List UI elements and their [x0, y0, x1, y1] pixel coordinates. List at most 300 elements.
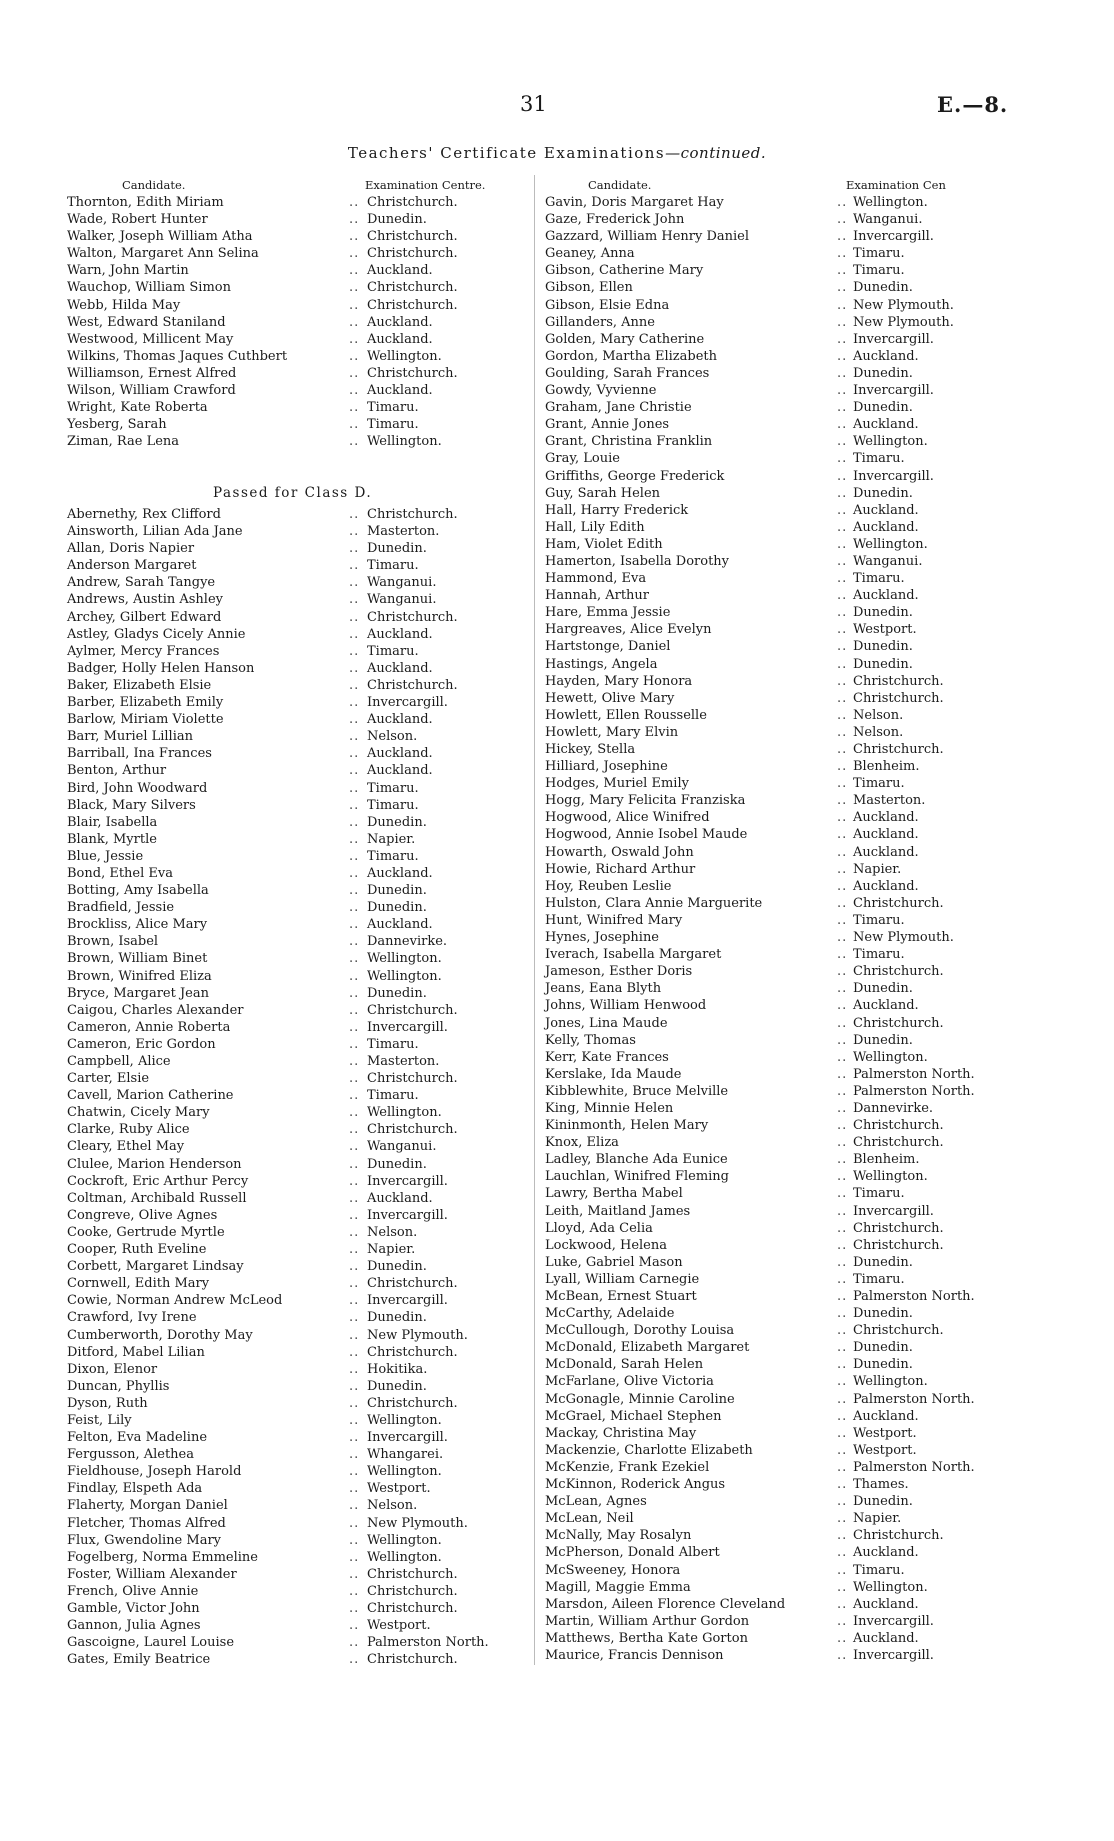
column-divider	[534, 175, 535, 1665]
list-item	[67, 1087, 527, 1104]
examination-centre: Auckland.	[853, 810, 919, 826]
leader-dots: ..	[837, 1459, 848, 1475]
list-item	[545, 1220, 1085, 1237]
list-item	[545, 228, 1085, 245]
candidate-name: Hoy, Reuben Leslie	[545, 878, 672, 894]
leader-dots: ..	[837, 1220, 848, 1236]
examination-centre: Wellington.	[853, 536, 928, 552]
candidate-name: Hayden, Mary Honora	[545, 673, 693, 689]
leader-dots: ..	[349, 1635, 360, 1651]
list-item	[67, 331, 527, 348]
examination-centre: Wellington.	[367, 1105, 442, 1121]
list-item	[67, 933, 527, 950]
candidate-name: Hodges, Muriel Emily	[545, 776, 689, 792]
list-item	[545, 450, 1085, 467]
list-item	[67, 797, 527, 814]
examination-centre: Wellington.	[367, 1532, 442, 1548]
candidate-name: Fletcher, Thomas Alfred	[67, 1515, 226, 1531]
examination-centre: Christchurch.	[853, 1237, 944, 1253]
list-item	[545, 638, 1085, 655]
leader-dots: ..	[349, 934, 360, 950]
examination-centre: Christchurch.	[367, 609, 458, 625]
leader-dots: ..	[837, 690, 848, 706]
leader-dots: ..	[837, 895, 848, 911]
list-item	[545, 1288, 1085, 1305]
list-item	[67, 1292, 527, 1309]
list-item	[67, 211, 527, 228]
leader-dots: ..	[349, 1412, 360, 1428]
candidate-name: Cleary, Ethel May	[67, 1139, 185, 1155]
leader-dots: ..	[837, 263, 848, 279]
examination-centre: Westport.	[367, 1618, 431, 1634]
candidate-name: Hamerton, Isabella Dorothy	[545, 553, 730, 569]
list-item	[67, 1378, 527, 1395]
examination-centre: Wanganui.	[367, 592, 437, 608]
candidate-name: Flux, Gwendoline Mary	[67, 1532, 222, 1548]
candidate-name: Congreve, Olive Agnes	[67, 1207, 218, 1223]
candidate-name: Blank, Myrtle	[67, 831, 157, 847]
list-item	[545, 314, 1085, 331]
list-item	[545, 861, 1085, 878]
candidate-name: Brown, Isabel	[67, 934, 159, 950]
leader-dots: ..	[349, 1088, 360, 1104]
candidate-name: Barr, Muriel Lillian	[67, 729, 193, 745]
candidate-name: Walton, Margaret Ann Selina	[67, 246, 259, 262]
examination-centre: Timaru.	[367, 417, 419, 433]
leader-dots: ..	[837, 417, 848, 433]
leader-dots: ..	[837, 947, 848, 963]
list-item	[545, 502, 1085, 519]
leader-dots: ..	[837, 1169, 848, 1185]
list-item	[545, 536, 1085, 553]
list-item	[67, 297, 527, 314]
list-item	[67, 814, 527, 831]
leader-dots: ..	[837, 365, 848, 381]
examination-centre: Dannevirke.	[367, 934, 448, 950]
examination-centre: Palmerston North.	[853, 1459, 975, 1475]
candidate-name: Wilson, William Crawford	[67, 383, 236, 399]
examination-centre: Christchurch.	[367, 297, 458, 313]
class-d-subheading: Passed for Class D.	[213, 485, 373, 501]
examination-centre: Wellington.	[367, 1549, 442, 1565]
examination-centre: Timaru.	[853, 1271, 905, 1287]
examination-centre: Christchurch.	[367, 1652, 458, 1668]
examination-centre: Timaru.	[367, 848, 419, 864]
leader-dots: ..	[349, 900, 360, 916]
list-item	[545, 1203, 1085, 1220]
leader-dots: ..	[837, 588, 848, 604]
candidate-name: Crawford, Ivy Irene	[67, 1310, 197, 1326]
examination-centre: Christchurch.	[853, 1118, 944, 1134]
candidate-name: Thornton, Edith Miriam	[67, 195, 224, 210]
examination-centre: Auckland.	[853, 588, 919, 604]
list-item	[545, 741, 1085, 758]
leader-dots: ..	[837, 1237, 848, 1253]
candidate-name: Howie, Richard Arthur	[545, 861, 696, 877]
leader-dots: ..	[837, 1152, 848, 1168]
candidate-name: McGrael, Michael Stephen	[545, 1408, 722, 1424]
examination-centre: Napier.	[367, 831, 416, 847]
candidate-name: Gascoigne, Laurel Louise	[67, 1635, 235, 1651]
leader-dots: ..	[349, 1430, 360, 1446]
candidate-name: Mackay, Christina May	[545, 1425, 697, 1441]
leader-dots: ..	[349, 797, 360, 813]
candidate-name: McCullough, Dorothy Louisa	[545, 1323, 735, 1339]
leader-dots: ..	[349, 1122, 360, 1138]
list-item	[545, 331, 1085, 348]
candidate-name: Cornwell, Edith Mary	[67, 1276, 210, 1292]
examination-centre: Auckland.	[367, 331, 433, 347]
examination-centre: Invercargill.	[367, 1019, 448, 1035]
leader-dots: ..	[837, 998, 848, 1014]
examination-centre: Christchurch.	[853, 895, 944, 911]
candidate-name: Gates, Emily Beatrice	[67, 1652, 211, 1668]
leader-dots: ..	[349, 263, 360, 279]
leader-dots: ..	[837, 622, 848, 638]
list-item	[545, 809, 1085, 826]
examination-centre: Christchurch.	[367, 1583, 458, 1599]
examination-centre: Dunedin.	[853, 485, 913, 501]
candidate-name: Wade, Robert Hunter	[67, 212, 208, 228]
candidate-name: Ladley, Blanche Ada Eunice	[545, 1152, 728, 1168]
candidate-name: Flaherty, Morgan Daniel	[67, 1498, 228, 1514]
list-item	[67, 1258, 527, 1275]
document-reference: E.—8.	[937, 92, 1009, 117]
leader-dots: ..	[837, 1066, 848, 1082]
list-item	[67, 1515, 527, 1532]
candidate-name: Lyall, William Carnegie	[545, 1271, 700, 1287]
leader-dots: ..	[349, 314, 360, 330]
candidate-name: Lockwood, Helena	[545, 1237, 667, 1253]
examination-centre: Wellington.	[367, 348, 442, 364]
list-item	[67, 540, 527, 557]
examination-centre: New Plymouth.	[367, 1327, 468, 1343]
leader-dots: ..	[349, 1019, 360, 1035]
examination-centre: Christchurch.	[367, 507, 458, 522]
leader-dots: ..	[837, 930, 848, 946]
list-item	[67, 660, 527, 677]
list-item	[545, 485, 1085, 502]
leader-dots: ..	[349, 677, 360, 693]
leader-dots: ..	[837, 742, 848, 757]
examination-centre: Dunedin.	[853, 280, 913, 296]
examination-centre: Dunedin.	[367, 985, 427, 1001]
examination-centre: Dunedin.	[367, 814, 427, 830]
examination-centre: Timaru.	[853, 1186, 905, 1202]
list-item	[67, 1583, 527, 1600]
leader-dots: ..	[837, 1511, 848, 1527]
list-item	[545, 1510, 1085, 1527]
examination-centre: Auckland.	[853, 502, 919, 518]
list-item	[67, 780, 527, 797]
list-item	[545, 348, 1085, 365]
leader-dots: ..	[349, 848, 360, 864]
leader-dots: ..	[837, 1562, 848, 1578]
list-item	[545, 211, 1085, 228]
examination-centre: Auckland.	[367, 383, 433, 399]
candidate-name: Hickey, Stella	[545, 742, 636, 757]
list-item	[67, 1241, 527, 1258]
examination-centre: Dunedin.	[853, 656, 913, 672]
list-item	[67, 882, 527, 899]
candidate-name: Johns, William Henwood	[545, 998, 707, 1014]
examination-centre: Westport.	[853, 1442, 917, 1458]
leader-dots: ..	[837, 331, 848, 347]
candidate-name: Campbell, Alice	[67, 1054, 171, 1069]
examination-centre: Dunedin.	[367, 212, 427, 228]
leader-dots: ..	[349, 246, 360, 262]
examination-centre: New Plymouth.	[853, 314, 954, 330]
examination-centre: Wellington.	[853, 195, 928, 210]
candidate-name: Graham, Jane Christie	[545, 400, 692, 416]
list-item	[67, 711, 527, 728]
list-item	[67, 1207, 527, 1224]
candidate-name: Hogwood, Annie Isobel Maude	[545, 827, 748, 843]
candidate-name: Corbett, Margaret Lindsay	[67, 1259, 244, 1275]
list-item	[545, 707, 1085, 724]
examination-centre: Invercargill.	[367, 695, 448, 711]
examination-centre: Dunedin.	[367, 1156, 427, 1172]
candidate-name: Kelly, Thomas	[545, 1032, 636, 1048]
list-item	[67, 762, 527, 779]
candidate-name: Gamble, Victor John	[67, 1601, 200, 1616]
list-item	[67, 1617, 527, 1634]
candidate-name: Kininmonth, Helen Mary	[545, 1118, 709, 1134]
list-item	[545, 775, 1085, 792]
leader-dots: ..	[837, 1613, 848, 1629]
candidate-name: Hall, Lily Edith	[545, 519, 645, 535]
list-item	[545, 382, 1085, 399]
leader-dots: ..	[349, 1139, 360, 1155]
leader-dots: ..	[837, 673, 848, 689]
candidate-name: Gowdy, Vyvienne	[545, 383, 657, 399]
candidate-name: Hargreaves, Alice Evelyn	[545, 622, 712, 638]
candidate-name: Marsdon, Aileen Florence Cleveland	[545, 1596, 786, 1612]
examination-centre: Wellington.	[367, 434, 442, 450]
list-item	[545, 570, 1085, 587]
examination-centre: Wanganui.	[367, 1139, 437, 1155]
examination-centre: Invercargill.	[367, 1207, 448, 1223]
leader-dots: ..	[837, 571, 848, 587]
examination-centre: Timaru.	[853, 263, 905, 279]
leader-dots: ..	[349, 1481, 360, 1497]
candidate-name: Howlett, Mary Elvin	[545, 724, 679, 740]
candidate-name: Westwood, Millicent May	[67, 331, 234, 347]
candidate-name: Ziman, Rae Lena	[67, 434, 180, 450]
leader-dots: ..	[349, 383, 360, 399]
examination-centre: Auckland.	[367, 1190, 433, 1206]
leader-dots: ..	[349, 195, 360, 210]
examination-centre: Wellington.	[367, 1464, 442, 1480]
candidate-name: Howarth, Oswald John	[545, 844, 694, 860]
examination-centre: Dunedin.	[367, 900, 427, 916]
examination-centre: Dunedin.	[853, 1357, 913, 1373]
leader-dots: ..	[349, 626, 360, 642]
leader-dots: ..	[349, 1532, 360, 1548]
right-column-list	[545, 194, 1085, 1664]
candidate-name: Foster, William Alexander	[67, 1566, 237, 1582]
list-item	[67, 1309, 527, 1326]
examination-centre: Dunedin.	[367, 1259, 427, 1275]
list-item	[67, 1651, 527, 1668]
candidate-name: King, Minnie Helen	[545, 1100, 674, 1116]
examination-centre: Wanganui.	[853, 212, 923, 228]
candidate-name: Geaney, Anna	[545, 246, 635, 262]
examination-centre: Timaru.	[853, 571, 905, 587]
candidate-name: Benton, Arthur	[67, 763, 167, 779]
candidate-name: Carter, Elsie	[67, 1071, 150, 1087]
leader-dots: ..	[837, 861, 848, 877]
leader-dots: ..	[349, 1583, 360, 1599]
examination-centre: Christchurch.	[367, 365, 458, 381]
leader-dots: ..	[349, 883, 360, 899]
examination-centre: Nelson.	[853, 707, 904, 723]
examination-centre: Nelson.	[367, 1498, 418, 1514]
candidate-name: Gray, Louie	[545, 451, 620, 467]
list-item	[67, 1532, 527, 1549]
list-item	[545, 1356, 1085, 1373]
candidate-name: McPherson, Donald Albert	[545, 1545, 720, 1561]
examination-centre: Westport.	[853, 622, 917, 638]
candidate-name: McNally, May Rosalyn	[545, 1528, 692, 1544]
candidate-name: Gavin, Doris Margaret Hay	[545, 195, 724, 210]
examination-centre: Wellington.	[853, 1049, 928, 1065]
leader-dots: ..	[349, 951, 360, 967]
examination-centre: Auckland.	[853, 1408, 919, 1424]
leader-dots: ..	[349, 1378, 360, 1394]
examination-centre: Invercargill.	[853, 383, 934, 399]
list-item	[67, 523, 527, 540]
list-item	[67, 1070, 527, 1087]
examination-centre: Christchurch.	[367, 1122, 458, 1138]
candidate-name: Walker, Joseph William Atha	[67, 229, 253, 245]
candidate-name: Feist, Lily	[67, 1412, 132, 1428]
candidate-name: McGonagle, Minnie Caroline	[545, 1391, 735, 1407]
candidate-name: Golden, Mary Catherine	[545, 331, 705, 347]
list-item	[545, 194, 1085, 211]
candidate-name: Hulston, Clara Annie Marguerite	[545, 895, 763, 911]
list-item	[67, 950, 527, 967]
list-item	[67, 1019, 527, 1036]
examination-centre: Auckland.	[367, 865, 433, 881]
examination-centre: Invercargill.	[367, 1173, 448, 1189]
leader-dots: ..	[837, 297, 848, 313]
candidate-name: Felton, Eva Madeline	[67, 1430, 208, 1446]
list-item	[67, 194, 527, 211]
examination-centre: Auckland.	[853, 1630, 919, 1646]
examination-centre: Whangarei.	[367, 1447, 444, 1463]
candidate-name: French, Olive Annie	[67, 1583, 199, 1599]
examination-centre: Westport.	[853, 1425, 917, 1441]
candidate-name: McDonald, Sarah Helen	[545, 1357, 704, 1373]
candidate-name: Iverach, Isabella Margaret	[545, 947, 722, 963]
leader-dots: ..	[837, 964, 848, 980]
candidate-name: Badger, Holly Helen Hanson	[67, 660, 255, 676]
list-item	[67, 848, 527, 865]
leader-dots: ..	[349, 1310, 360, 1326]
leader-dots: ..	[837, 1374, 848, 1390]
leader-dots: ..	[837, 878, 848, 894]
list-item	[545, 604, 1085, 621]
examination-centre: Invercargill.	[367, 1293, 448, 1309]
examination-centre: Palmerston North.	[853, 1289, 975, 1304]
leader-dots: ..	[837, 212, 848, 228]
list-item	[67, 416, 527, 433]
list-item	[67, 968, 527, 985]
list-item	[67, 1497, 527, 1514]
candidate-name: Kerr, Kate Frances	[545, 1049, 669, 1065]
list-item	[67, 1361, 527, 1378]
candidate-name: Lloyd, Ada Celia	[545, 1220, 653, 1236]
list-item	[545, 365, 1085, 382]
leader-dots: ..	[349, 297, 360, 313]
list-item	[67, 694, 527, 711]
candidate-name: Fogelberg, Norma Emmeline	[67, 1549, 258, 1565]
list-item	[545, 1305, 1085, 1322]
leader-dots: ..	[349, 1464, 360, 1480]
examination-centre: New Plymouth.	[853, 930, 954, 946]
examination-centre: Christchurch.	[367, 1002, 458, 1018]
section-title	[0, 144, 1114, 162]
candidate-name: Duncan, Phyllis	[67, 1378, 170, 1394]
candidate-name: Cooke, Gertrude Myrtle	[67, 1224, 225, 1240]
candidate-name: Fergusson, Alethea	[67, 1447, 194, 1463]
examination-centre: Dunedin.	[853, 1340, 913, 1356]
candidate-name: Cameron, Annie Roberta	[67, 1019, 231, 1035]
left-centre-header: Examination Centre.	[365, 178, 486, 192]
list-item	[545, 1049, 1085, 1066]
candidate-name: Martin, William Arthur Gordon	[545, 1613, 750, 1629]
examination-centre: Blenheim.	[853, 759, 920, 775]
candidate-name: McSweeney, Honora	[545, 1562, 681, 1578]
leader-dots: ..	[349, 1276, 360, 1292]
list-item	[545, 1066, 1085, 1083]
candidate-name: McBean, Ernest Stuart	[545, 1289, 697, 1304]
leader-dots: ..	[837, 1442, 848, 1458]
list-item	[545, 1168, 1085, 1185]
leader-dots: ..	[349, 1327, 360, 1343]
candidate-name: Astley, Gladys Cicely Annie	[67, 626, 246, 642]
list-item	[545, 297, 1085, 314]
list-item	[67, 1412, 527, 1429]
examination-centre: Auckland.	[367, 660, 433, 676]
examination-centre: Christchurch.	[853, 1220, 944, 1236]
candidate-name: Hogwood, Alice Winifred	[545, 810, 710, 826]
examination-centre: Dunedin.	[853, 981, 913, 997]
leader-dots: ..	[349, 575, 360, 591]
candidate-name: Baker, Elizabeth Elsie	[67, 677, 212, 693]
candidate-name: Gazzard, William Henry Daniel	[545, 229, 750, 245]
candidate-name: Dixon, Elenor	[67, 1361, 158, 1377]
list-item	[545, 690, 1085, 707]
leader-dots: ..	[349, 1515, 360, 1531]
leader-dots: ..	[349, 592, 360, 608]
leader-dots: ..	[349, 746, 360, 762]
leader-dots: ..	[837, 314, 848, 330]
examination-centre: Masterton.	[853, 793, 926, 809]
left-column-top-list	[67, 194, 527, 450]
candidate-name: Cumberworth, Dorothy May	[67, 1327, 253, 1343]
list-item	[67, 574, 527, 591]
list-item	[67, 1549, 527, 1566]
list-item	[545, 792, 1085, 809]
leader-dots: ..	[837, 1340, 848, 1356]
examination-centre: Dunedin.	[367, 1310, 427, 1326]
leader-dots: ..	[837, 1357, 848, 1373]
candidate-name: Mackenzie, Charlotte Elizabeth	[545, 1442, 753, 1458]
examination-centre: Christchurch.	[853, 742, 944, 757]
leader-dots: ..	[837, 707, 848, 723]
